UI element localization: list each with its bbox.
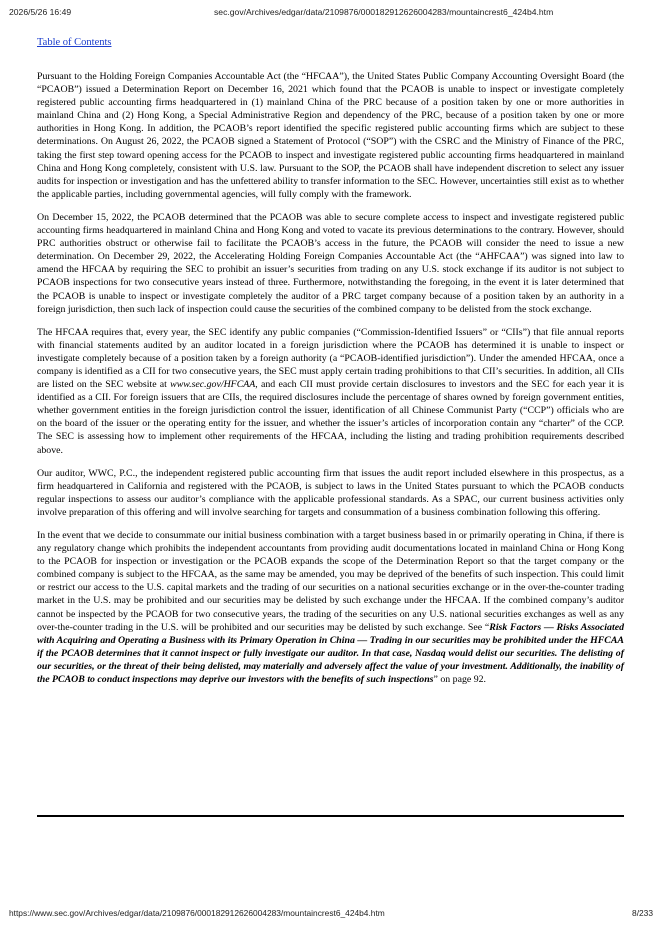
footer-url: https://www.sec.gov/Archives/edgar/data/2109876/000182912626004283/mountaincrest6_424b4.htm [9, 908, 385, 918]
paragraph-pcaob-vacate: On December 15, 2022, the PCAOB determined that the PCAOB was able to secure complete access to inspect and investigate registered public accounting firms headquartered in mainland China and Hong Kong and voted to vacate its previous determinations to the contrary. However, should PRC authorities obstruct or otherwise fail to facilitate the PCAOB’s access in the future, the PCAOB will consider the need to issue a new determination. On December 29, 2022, the Accelerating Holding Foreign Companies Accountable Act (the “AHFCAA”) was signed into law to amend the HFCAA by requiring the SEC to prohibit an issuer’s securities from trading on any U.S. stock exchange if its auditor is not subject to PCAOB inspections for two consecutive years instead of three. Furthermore, notwithstanding the foregoing, in the event it is later determined that the PCAOB is unable to inspect or investigate completely the auditor of a PRC target company because of a position taken by an authority in a foreign jurisdiction, then such lack of inspection could cause the securities of the combined company to be delisted from the stock exchange. [37, 211, 624, 315]
print-url: sec.gov/Archives/edgar/data/2109876/000182912626004283/mountaincrest6_424b4.htm [214, 7, 554, 17]
paragraph-bc-text-2: ” on page 92. [433, 674, 486, 686]
section-divider [37, 815, 624, 817]
risk-factor-reference: Risk Factors — Risks Associated with Acquiring and Operating a Business with its Primary Operation in China — Trading in our securities may be prohibited under the HFCAA if the PCAOB determines that it cannot inspect or fully investigate our auditor. In that case, Nasdaq would delist our securities. The delisting of our securities, or the threat of their being delisted, may materially and adversely affect the value of your investment. Additionally, the inability of the PCAOB to conduct inspections may deprive our investors with the benefits of such inspections [37, 621, 624, 686]
print-footer [9, 908, 653, 922]
paragraph-auditor: Our auditor, WWC, P.C., the independent registered public accounting firm that issues the audit report included elsewhere in this prospectus, as a firm headquartered in California and registered with the PCAOB, is subject to laws in the United States pursuant to which the PCAOB conducts regular inspections to assess our auditor’s compliance with the applicable professional standards. As a SPAC, our current business activities only involve preparation of this offering and will involve searching for targets and consummation of a business combination following this offering. [37, 467, 624, 518]
print-datetime: 2026/5/26 16:49 [9, 7, 72, 17]
paragraph-hfcaa-determination: Pursuant to the Holding Foreign Companies Accountable Act (the “HFCAA”), the United States Public Company Accounting Oversight Board (the “PCAOB”) issued a Determination Report on December 16, 2021 which found that the PCAOB is unable to inspect or investigate completely registered public accounting firms headquartered in (1) mainland China of the PRC because of a position taken by one or more authorities in mainland China and (2) Hong Kong, a Special Administrative Region and dependency of the PRC, because of a position taken by one or more authorities in Hong Kong. In addition, the PCAOB’s report identified the specific registered public accounting firms which are subject to these determinations. On August 26, 2022, the PCAOB signed a Statement of Protocol (“SOP”) with the CSRC and the Ministry of Finance of the PRC, taking the first step toward opening access for the PCAOB to inspect and investigate registered public accounting firms headquartered in mainland China and Hong Kong completely, consistent with U.S. law. Pursuant to the SOP, the PCAOB shall have independent discretion to select any issuer audits for inspection or investigation and has the unfettered ability to transfer information to the SEC. However, uncertainties still exist as to whether the applicable parties, including governmental agencies, will fully comply with the framework. [37, 71, 624, 200]
table-of-contents-link[interactable]: Table of Contents [37, 37, 112, 48]
hfcaa-website-text: www.sec.gov/HFCAA [170, 379, 256, 391]
paragraph-cii-text-2: , and each CII must provide certain disclosures to investors and the SEC for each year it is identified as a CII. For foreign issuers that are CIIs, the required disclosures include the percentage of shares owned by foreign government entities, whether government entities in the foreign jurisdiction control the issuer, identification of all Chinese Communist Party (“CCP”) officials who are on the board of the issuer or the operating entity for the issuer, and whether the issuer’s articles of incorporation contain any “charter” of the CCP. The SEC is assessing how to implement other requirements of the HFCAA, including the listing and trading prohibition requirements described above. [37, 379, 625, 456]
print-header [9, 7, 653, 21]
page-number: 8/233 [632, 908, 653, 918]
paragraph-cii-requirements [37, 326, 624, 457]
paragraph-cii-text-1: The HFCAA requires that, every year, the SEC identify any public companies (“Commission-Identified Issuers” or “CIIs”) that file annual reports with financial statements audited by an auditor located in a foreign jurisdiction where the PCAOB has determined it is unable to inspect or investigate completely because of a position taken by a foreign authority (a “PCAOB-identified jurisdiction”). Under the amended HFCAA, once a company is identified as a CII for two consecutive years, the SEC must apply certain trading prohibitions to that CII’s securities. In addition, all CIIs are listed on the SEC website at [37, 326, 624, 391]
paragraph-business-combination [37, 529, 624, 686]
paragraph-bc-text-1: In the event that we decide to consummate our initial business combination with a target business based in or primarily operating in China, if there is any regulatory change which prohibits the independent accountants from providing audit documentations located in mainland China or Hong Kong to the PCAOB for inspection or investigation or the PCAOB expands the scope of the Determination Report so that the target company or the combined company is subject to the HFCAA, as the same may be amended, you may be deprived of the benefits of such inspection. This could limit or restrict our access to the U.S. capital markets and the trading of our securities on a national securities exchange or in the over-the-counter trading market in the U.S. may be prohibited and our securities may be delisted by such exchange under the HFCAA. If the combined company’s auditor cannot be inspected by the PCAOB for two consecutive years, the trading of the securities on any U.S. national securities exchanges as well as any over-the-counter trading in the U.S. will be prohibited and our securities may be delisted by such exchange. See “ [37, 530, 624, 633]
document-body [37, 70, 624, 696]
